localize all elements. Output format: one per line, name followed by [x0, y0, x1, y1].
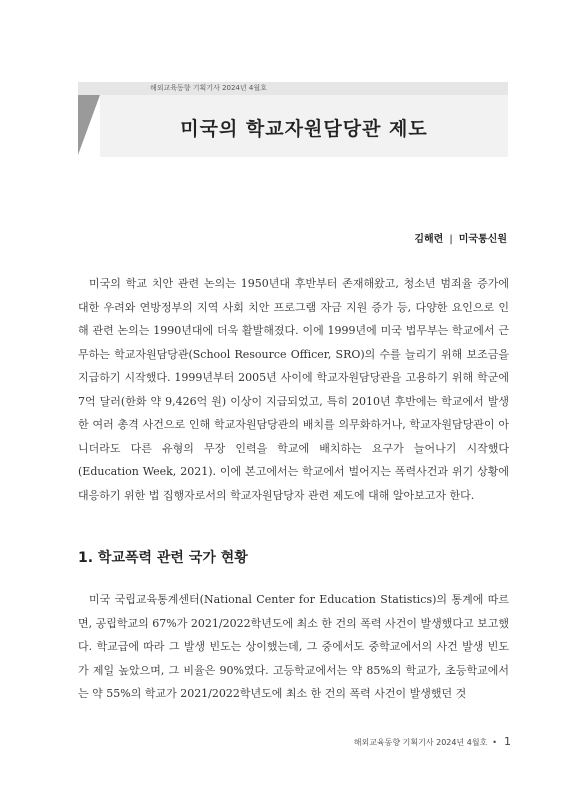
footer-bullet: •: [492, 738, 497, 747]
page-number: 1: [504, 735, 511, 748]
header-fold-decoration: [78, 95, 100, 155]
page-title: 미국의 학교자원담당관 제도: [180, 118, 428, 140]
intro-paragraph: 미국의 학교 치안 관련 논의는 1950년대 후반부터 존재해왔고, 청소년 범죄율 증가에 대한 우려와 연방정부의 지역 사회 치안 프로그램 자금 지원 증가 등, 다양한 요인으로 인해 관련 논의는 1990년대에 더욱 활발해졌다. 이에 1999년에 미국 법무부는 학교에서 근무하는 학교자원담당관(School Resource Officer, SRO)의 수를 늘리기 위해 보조금을 지급하기 시작했다. 1999년부터 2005년 사이에 학교자원담당관을 고용하기 위해 학군에 7억 달러(한화 약 9,426억 원) 이상이 지급되었고, 특히 2010년 후반에는 학교에서 발생한 여러 총격 사건으로 인해 학교자원담당관의 배치를 의무화하거나, 학교자원담당관이 아니더라도 다른 유형의 무장 인력을 학교에 배치하는 요구가 늘어나기 시작했다(Education Week, 2021). 이에 본고에서는 학교에서 벌어지는 폭력사건과 위기 상황에 대응하기 위한 법 집행자로서의 학교자원담당자 관련 제도에 대해 알아보고자 한다.: [78, 277, 509, 502]
author-line: [414, 230, 507, 245]
section-heading: 1. 학교폭력 관련 국가 현황: [78, 550, 248, 566]
page-footer: [354, 735, 511, 748]
header-label: 해외교육동향 기획기사 2024년 4월호: [150, 84, 267, 92]
section-paragraph: 미국 국립교육통계센터(National Center for Education Statistics)의 통계에 따르면, 공립학교의 67%가 2021/2022학년도에 최소 한 건의 폭력 사건이 발생했다고 보고했다. 학교급에 따라 그 발생 빈도는 상이했는데, 그 중에서도 중학교에서의 사건 발생 빈도가 제일 높았으며, 그 비율은 90%였다. 고등학교에서는 약 85%의 학교가, 초등학교에서는 약 55%의 학교가 2021/2022학년도에 최소 한 건의 폭력 사건이 발생했던 것: [78, 593, 509, 700]
author-affiliation: 미국통신원: [458, 234, 507, 245]
header-band: [78, 82, 508, 95]
author-separator: |: [449, 234, 453, 245]
author-name: 김해련: [414, 234, 444, 245]
footer-label: 해외교육동향 기획기사 2024년 4월호: [353, 738, 488, 747]
